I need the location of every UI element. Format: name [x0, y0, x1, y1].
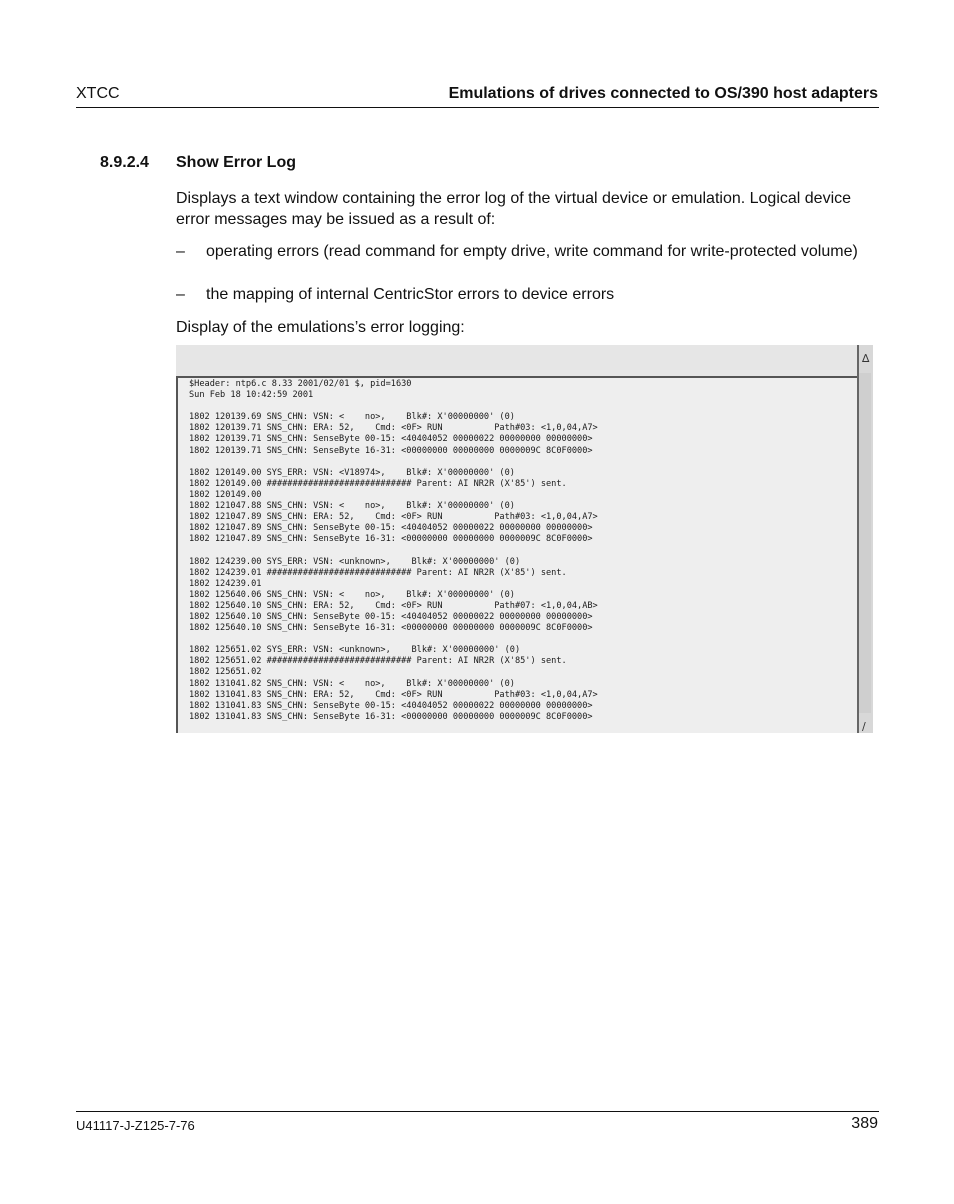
bullet-item-operating-errors: operating errors (read command for empty drive, write command for write-protected volume): [206, 243, 858, 260]
document-id: U41117-J-Z125-7-76: [76, 1118, 195, 1133]
bullet-dash: –: [176, 286, 185, 303]
error-log-text-area[interactable]: [176, 376, 857, 733]
display-caption: Display of the emulations’s error logging:: [176, 319, 465, 336]
error-log-window: [176, 345, 873, 733]
scrollbar-thumb[interactable]: [859, 373, 871, 713]
bullet-item-error-mapping: the mapping of internal CentricStor errors to device errors: [206, 286, 615, 303]
section-number: 8.9.2.4: [100, 154, 149, 171]
vertical-scrollbar[interactable]: [857, 345, 873, 733]
scroll-up-arrow-icon[interactable]: ∆: [862, 352, 870, 365]
running-header-right: Emulations of drives connected to OS/390 host adapters: [448, 85, 878, 102]
scroll-down-arrow-icon[interactable]: ∕: [862, 720, 866, 733]
section-title: Show Error Log: [176, 154, 296, 171]
page-number: 389: [851, 1115, 878, 1132]
bullet-dash: –: [176, 243, 185, 260]
header-rule: [76, 107, 879, 108]
running-header-left: XTCC: [76, 85, 120, 102]
footer-rule: [76, 1111, 879, 1112]
intro-paragraph: Displays a text window containing the error log of the virtual device or emulation. Logical device error messages may be issued as a result of:: [176, 190, 852, 228]
error-log-content: $Header: ntp6.c 8.33 2001/02/01 $, pid=1630 Sun Feb 18 10:42:59 2001 1802 120139.69 SNS_CHN: VSN: < no>, Blk#: X'00000000' (0) 1802 120139.71 SNS_CHN: ERA: 52, Cmd: <0F> RUN Path#03: <1,0,04,A7> 1802 120139.71 SNS_CHN: SenseByte 00-15: <40404052 00000022 00000000 00000000> 1802 120139.71 SNS_CHN: SenseByte 16-31: <00000000 00000000 0000009C 8C0F0000> 1802 120149.00 SYS_ERR: VSN: <V18974>, Blk#: X'00000000' (0) 1802 120149.00 ############################ Parent: AI NR2R (X'85') sent. 1802 120149.00 1802 121047.88 SNS_CHN: VSN: < no>, Blk#: X'00000000' (0) 1802 121047.89 SNS_CHN: ERA: 52, Cmd: <0F> RUN Path#03: <1,0,04,A7> 1802 121047.89 SNS_CHN: SenseByte 00-15: <40404052 00000022 00000000 00000000> 1802 121047.89 SNS_CHN: SenseByte 16-31: <00000000 00000000 0000009C 8C0F0000> 1802 124239.00 SYS_ERR: VSN: <unknown>, Blk#: X'00000000' (0) 1802 124239.01 ############################ Parent: AI NR2R (X'85') sent. 1802 124239.01 1802 125640.06 SNS_CHN: VSN: < no>, Blk#: X'00000000' (0) 1802 125640.10 SNS_CHN: ERA: 52, Cmd: <0F> RUN Path#07: <1,0,04,AB> 1802 125640.10 SNS_CHN: SenseByte 00-15: <40404052 00000022 00000000 00000000> 1802 125640.10 SNS_CHN: SenseByte 16-31: <00000000 00000000 0000009C 8C0F0000> 1802 125651.02 SYS_ERR: VSN: <unknown>, Blk#: X'00000000' (0) 1802 125651.02 ############################ Parent: AI NR2R (X'85') sent. 1802 125651.02 1802 131041.82 SNS_CHN: VSN: < no>, Blk#: X'00000000' (0) 1802 131041.83 SNS_CHN: ERA: 52, Cmd: <0F> RUN Path#03: <1,0,04,A7> 1802 131041.83 SNS_CHN: SenseByte 00-15: <40404052 00000022 00000000 00000000> 1802 131041.83 SNS_CHN: SenseByte 16-31: <00000000 00000000 0000009C 8C0F0000>: [189, 379, 598, 722]
